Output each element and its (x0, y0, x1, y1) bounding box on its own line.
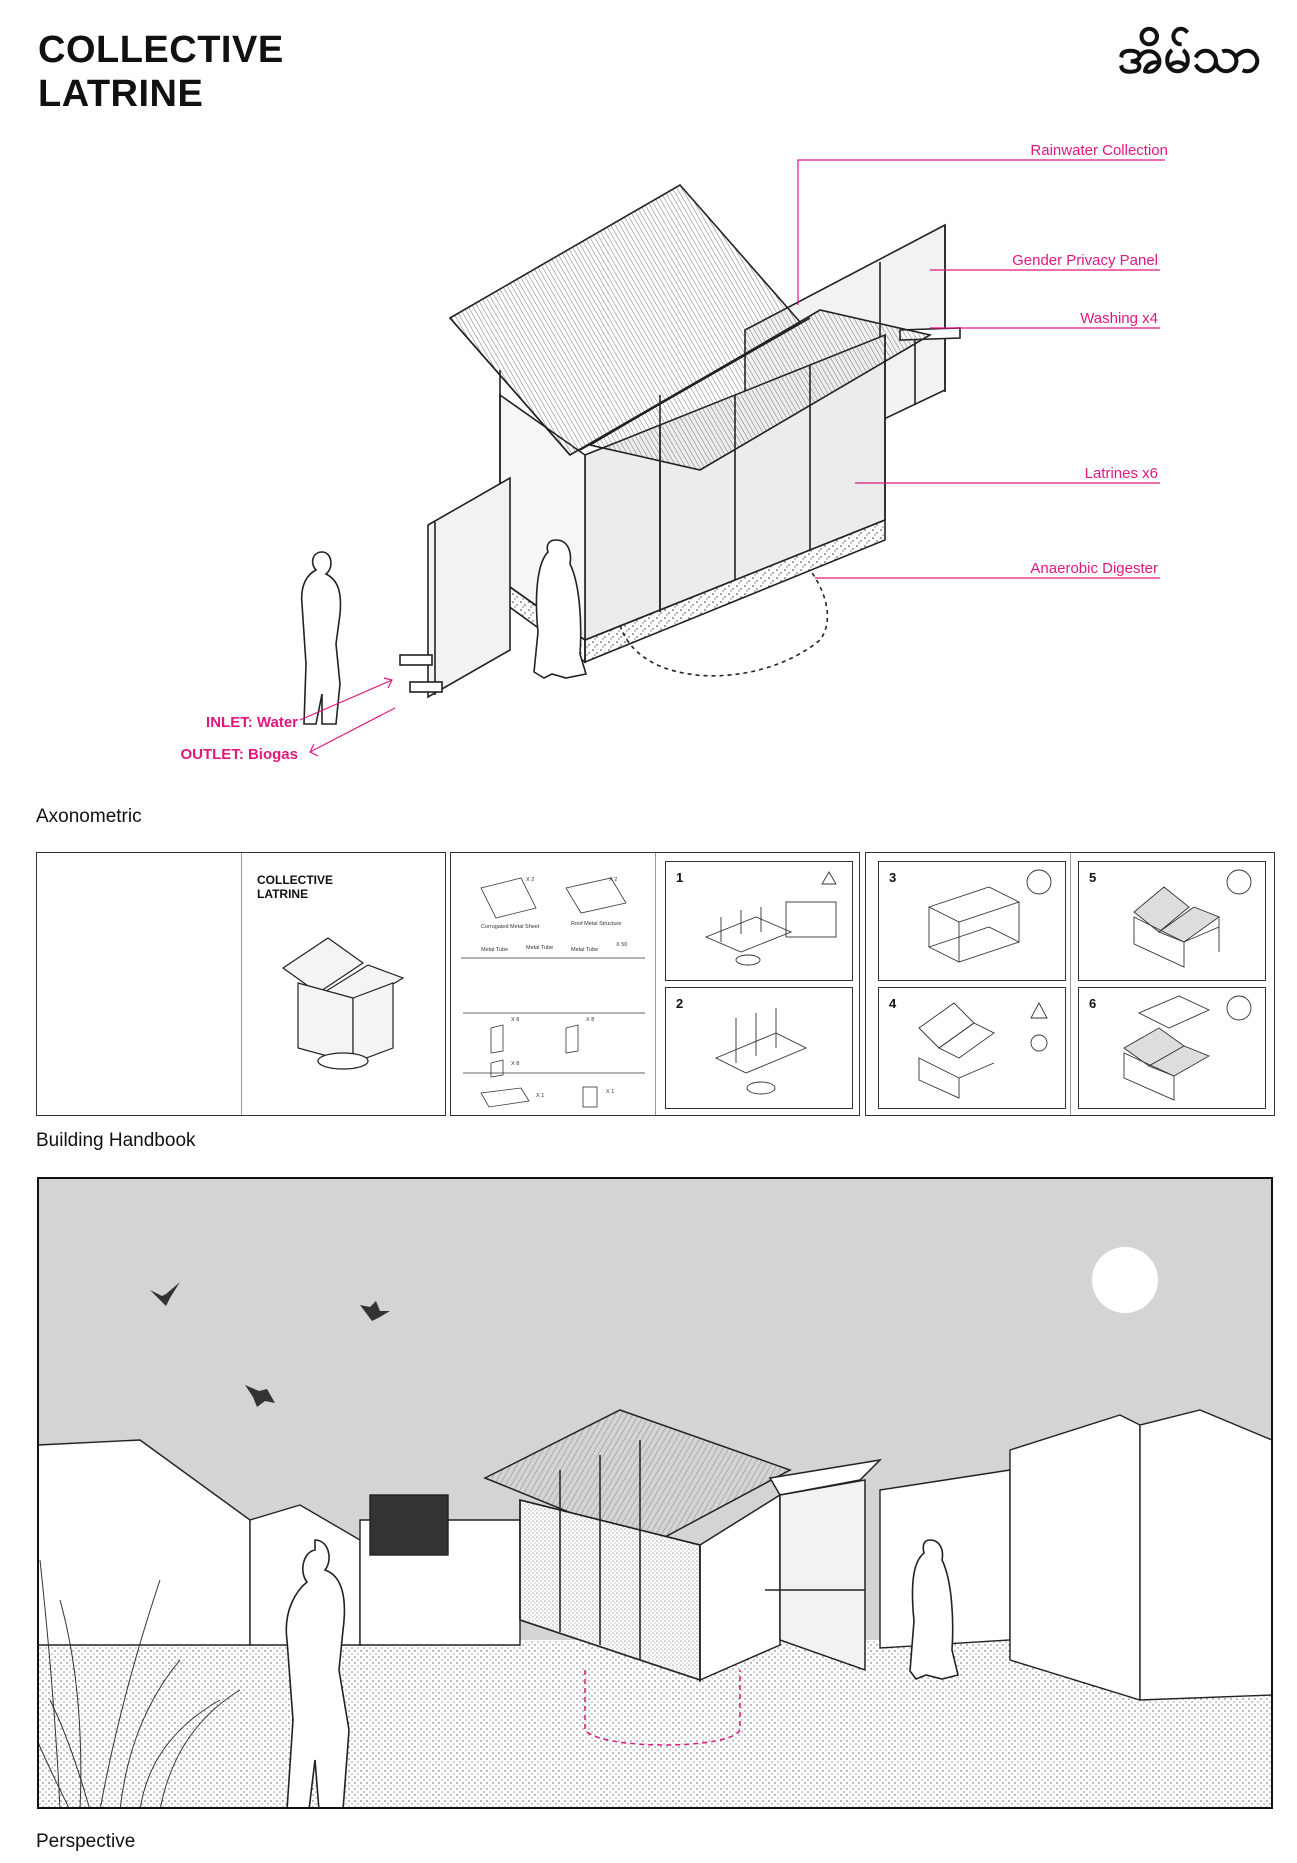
perspective-roof (485, 1410, 790, 1545)
step-1-panel: 1 (665, 861, 853, 981)
step-4-panel: 4 (878, 987, 1066, 1109)
svg-text:X 1: X 1 (536, 1093, 545, 1099)
grasses (20, 1560, 240, 1810)
moon (1092, 1247, 1158, 1313)
birds (150, 1282, 390, 1407)
handbook-cover-title: COLLECTIVE LATRINE (257, 873, 334, 901)
axonometric-drawing (0, 0, 1297, 800)
callout-latrines: Latrines x6 (1084, 465, 1158, 482)
handbook-parts-panel (450, 852, 860, 1116)
parts-list-drawing (451, 853, 655, 1115)
caption-handbook: Building Handbook (36, 1130, 196, 1151)
callout-privacy: Gender Privacy Panel (1012, 252, 1158, 269)
brand-logo-text: အိမ်သာ (1117, 26, 1261, 84)
svg-text:X 8: X 8 (586, 1017, 595, 1023)
step-5-panel: 5 (1078, 861, 1266, 981)
callout-inlet: INLET: Water (206, 714, 298, 731)
step-2-panel: 2 (665, 987, 853, 1109)
svg-text:Metal Tube: Metal Tube (481, 947, 509, 953)
sheet-title: COLLECTIVE LATRINE (38, 29, 284, 115)
step-6-panel: 6 (1078, 987, 1266, 1109)
ground (38, 1640, 1272, 1810)
latrine-panels (520, 1500, 700, 1680)
svg-text:X 50: X 50 (616, 942, 628, 948)
callout-rainwater: Rainwater Collection (1030, 142, 1168, 159)
digester-dashed (585, 1670, 740, 1745)
caption-perspective: Perspective (36, 1831, 136, 1852)
svg-text:Corrugated Metal Sheet: Corrugated Metal Sheet (481, 924, 540, 930)
svg-text:X 2: X 2 (526, 877, 535, 883)
handbook-steps-panel (865, 852, 1275, 1116)
perspective-people (286, 1540, 958, 1810)
caption-axonometric: Axonometric (36, 806, 142, 827)
svg-text:Metal Tube: Metal Tube (526, 945, 554, 951)
callout-digester: Anaerobic Digester (1030, 560, 1158, 577)
svg-text:X 1: X 1 (606, 1089, 615, 1095)
callout-washing: Washing x4 (1080, 310, 1158, 327)
water-tower (370, 1495, 448, 1555)
building-left (38, 1440, 250, 1645)
handbook-cover-drawing (263, 923, 423, 1073)
callout-outlet: OUTLET: Biogas (180, 746, 298, 763)
svg-text:X 8: X 8 (511, 1061, 520, 1067)
svg-text:X 2: X 2 (609, 877, 618, 883)
building-right (1010, 1415, 1140, 1700)
svg-text:X 8: X 8 (511, 1017, 520, 1023)
svg-text:Metal Tube: Metal Tube (571, 947, 599, 953)
svg-text:Roof Metal Structure: Roof Metal Structure (571, 921, 622, 927)
handbook-cover-panel (36, 852, 446, 1116)
sky (38, 1178, 1272, 1808)
step-3-panel: 3 (878, 861, 1066, 981)
